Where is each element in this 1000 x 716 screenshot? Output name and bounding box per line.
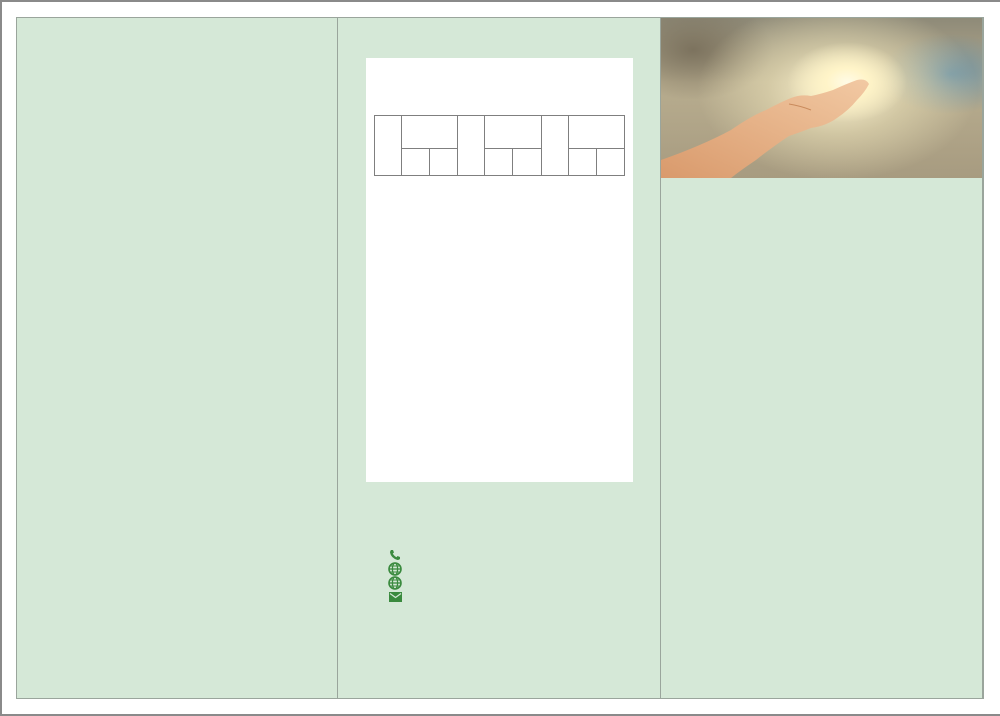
header-cap <box>485 149 513 176</box>
header-alyazma <box>430 149 458 176</box>
phone-icon <box>388 548 402 562</box>
alphabet-table <box>374 115 625 176</box>
header-cap <box>568 149 596 176</box>
contact-website-2 <box>388 576 412 590</box>
header-cagdas <box>402 116 458 149</box>
hero-image-hand-sky <box>661 18 982 178</box>
contacts-block <box>388 548 412 604</box>
alphabet-card <box>366 58 633 482</box>
header-latin <box>541 116 568 176</box>
contact-phone <box>388 548 412 562</box>
header-alyazma <box>513 149 541 176</box>
header-latin <box>458 116 485 176</box>
globe-icon <box>388 562 402 576</box>
contact-email <box>388 590 412 604</box>
globe-icon <box>388 576 402 590</box>
header-alyazma <box>596 149 624 176</box>
hand-illustration <box>661 18 982 178</box>
contact-website-1 <box>388 562 412 576</box>
envelope-icon <box>388 590 402 604</box>
header-cagdas <box>568 116 624 149</box>
alphabet-panel <box>338 17 662 699</box>
page-border-left <box>0 0 2 716</box>
calendar-panel <box>16 17 339 699</box>
header-cagdas <box>485 116 541 149</box>
page-border-top <box>0 0 1000 2</box>
hand-shape <box>661 80 869 179</box>
header-cap <box>402 149 430 176</box>
poem-panel <box>661 17 984 699</box>
header-latin <box>375 116 402 176</box>
